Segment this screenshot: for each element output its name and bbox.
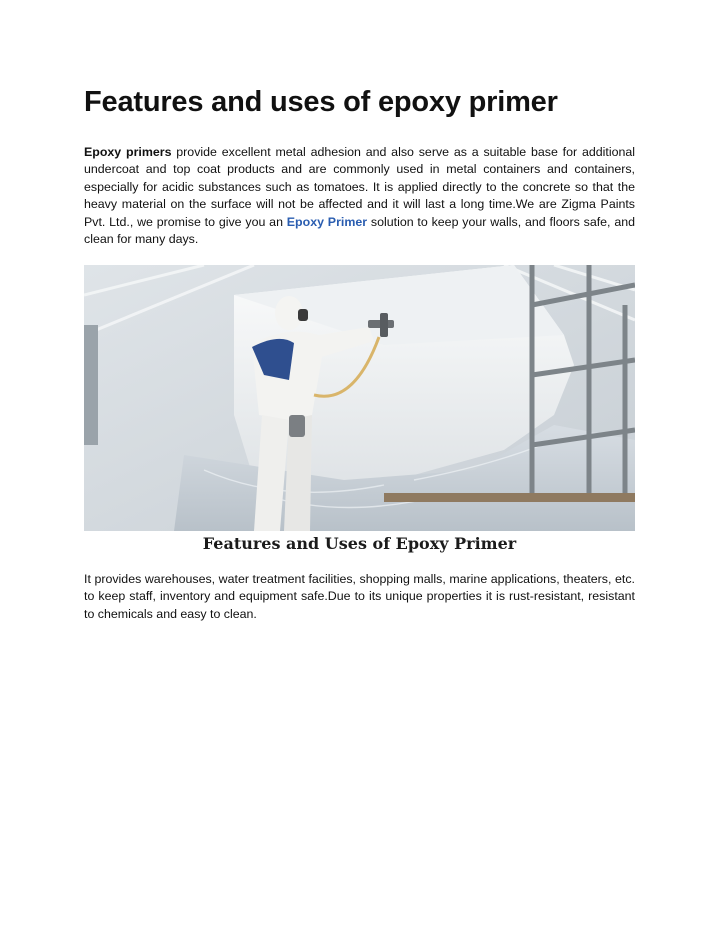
figure-caption: Features and Uses of Epoxy Primer xyxy=(84,531,635,557)
epoxy-primer-link[interactable]: Epoxy Primer xyxy=(286,214,368,229)
feature-image xyxy=(84,265,635,557)
intro-text-2: solution to keep your walls, and floors safe, and clean for many days. xyxy=(84,214,636,247)
intro-paragraph xyxy=(84,144,635,248)
intro-text-1: provide excellent metal adhesion and also serve as a suitable base for additional undercoat and top coat products and are commonly used in metal containers and containers, especially for acidic substances such as tomatoes. It is applied directly to the concrete so that the heavy material on the surface will not be affected and it will last a long time.We are Zigma Paints Pvt. Ltd., we promise to give you an xyxy=(84,145,635,229)
spray-painting-illustration xyxy=(84,265,635,531)
body-paragraph: It provides warehouses, water treatment facilities, shopping malls, marine applications, theaters, etc. to keep staff, inventory and equipment safe.Due to its unique properties it is rust-resistant, resistant to chemicals and easy to clean. xyxy=(84,572,635,621)
page-title: Features and uses of epoxy primer xyxy=(84,86,558,118)
intro-lead-bold: Epoxy primers xyxy=(84,145,172,159)
